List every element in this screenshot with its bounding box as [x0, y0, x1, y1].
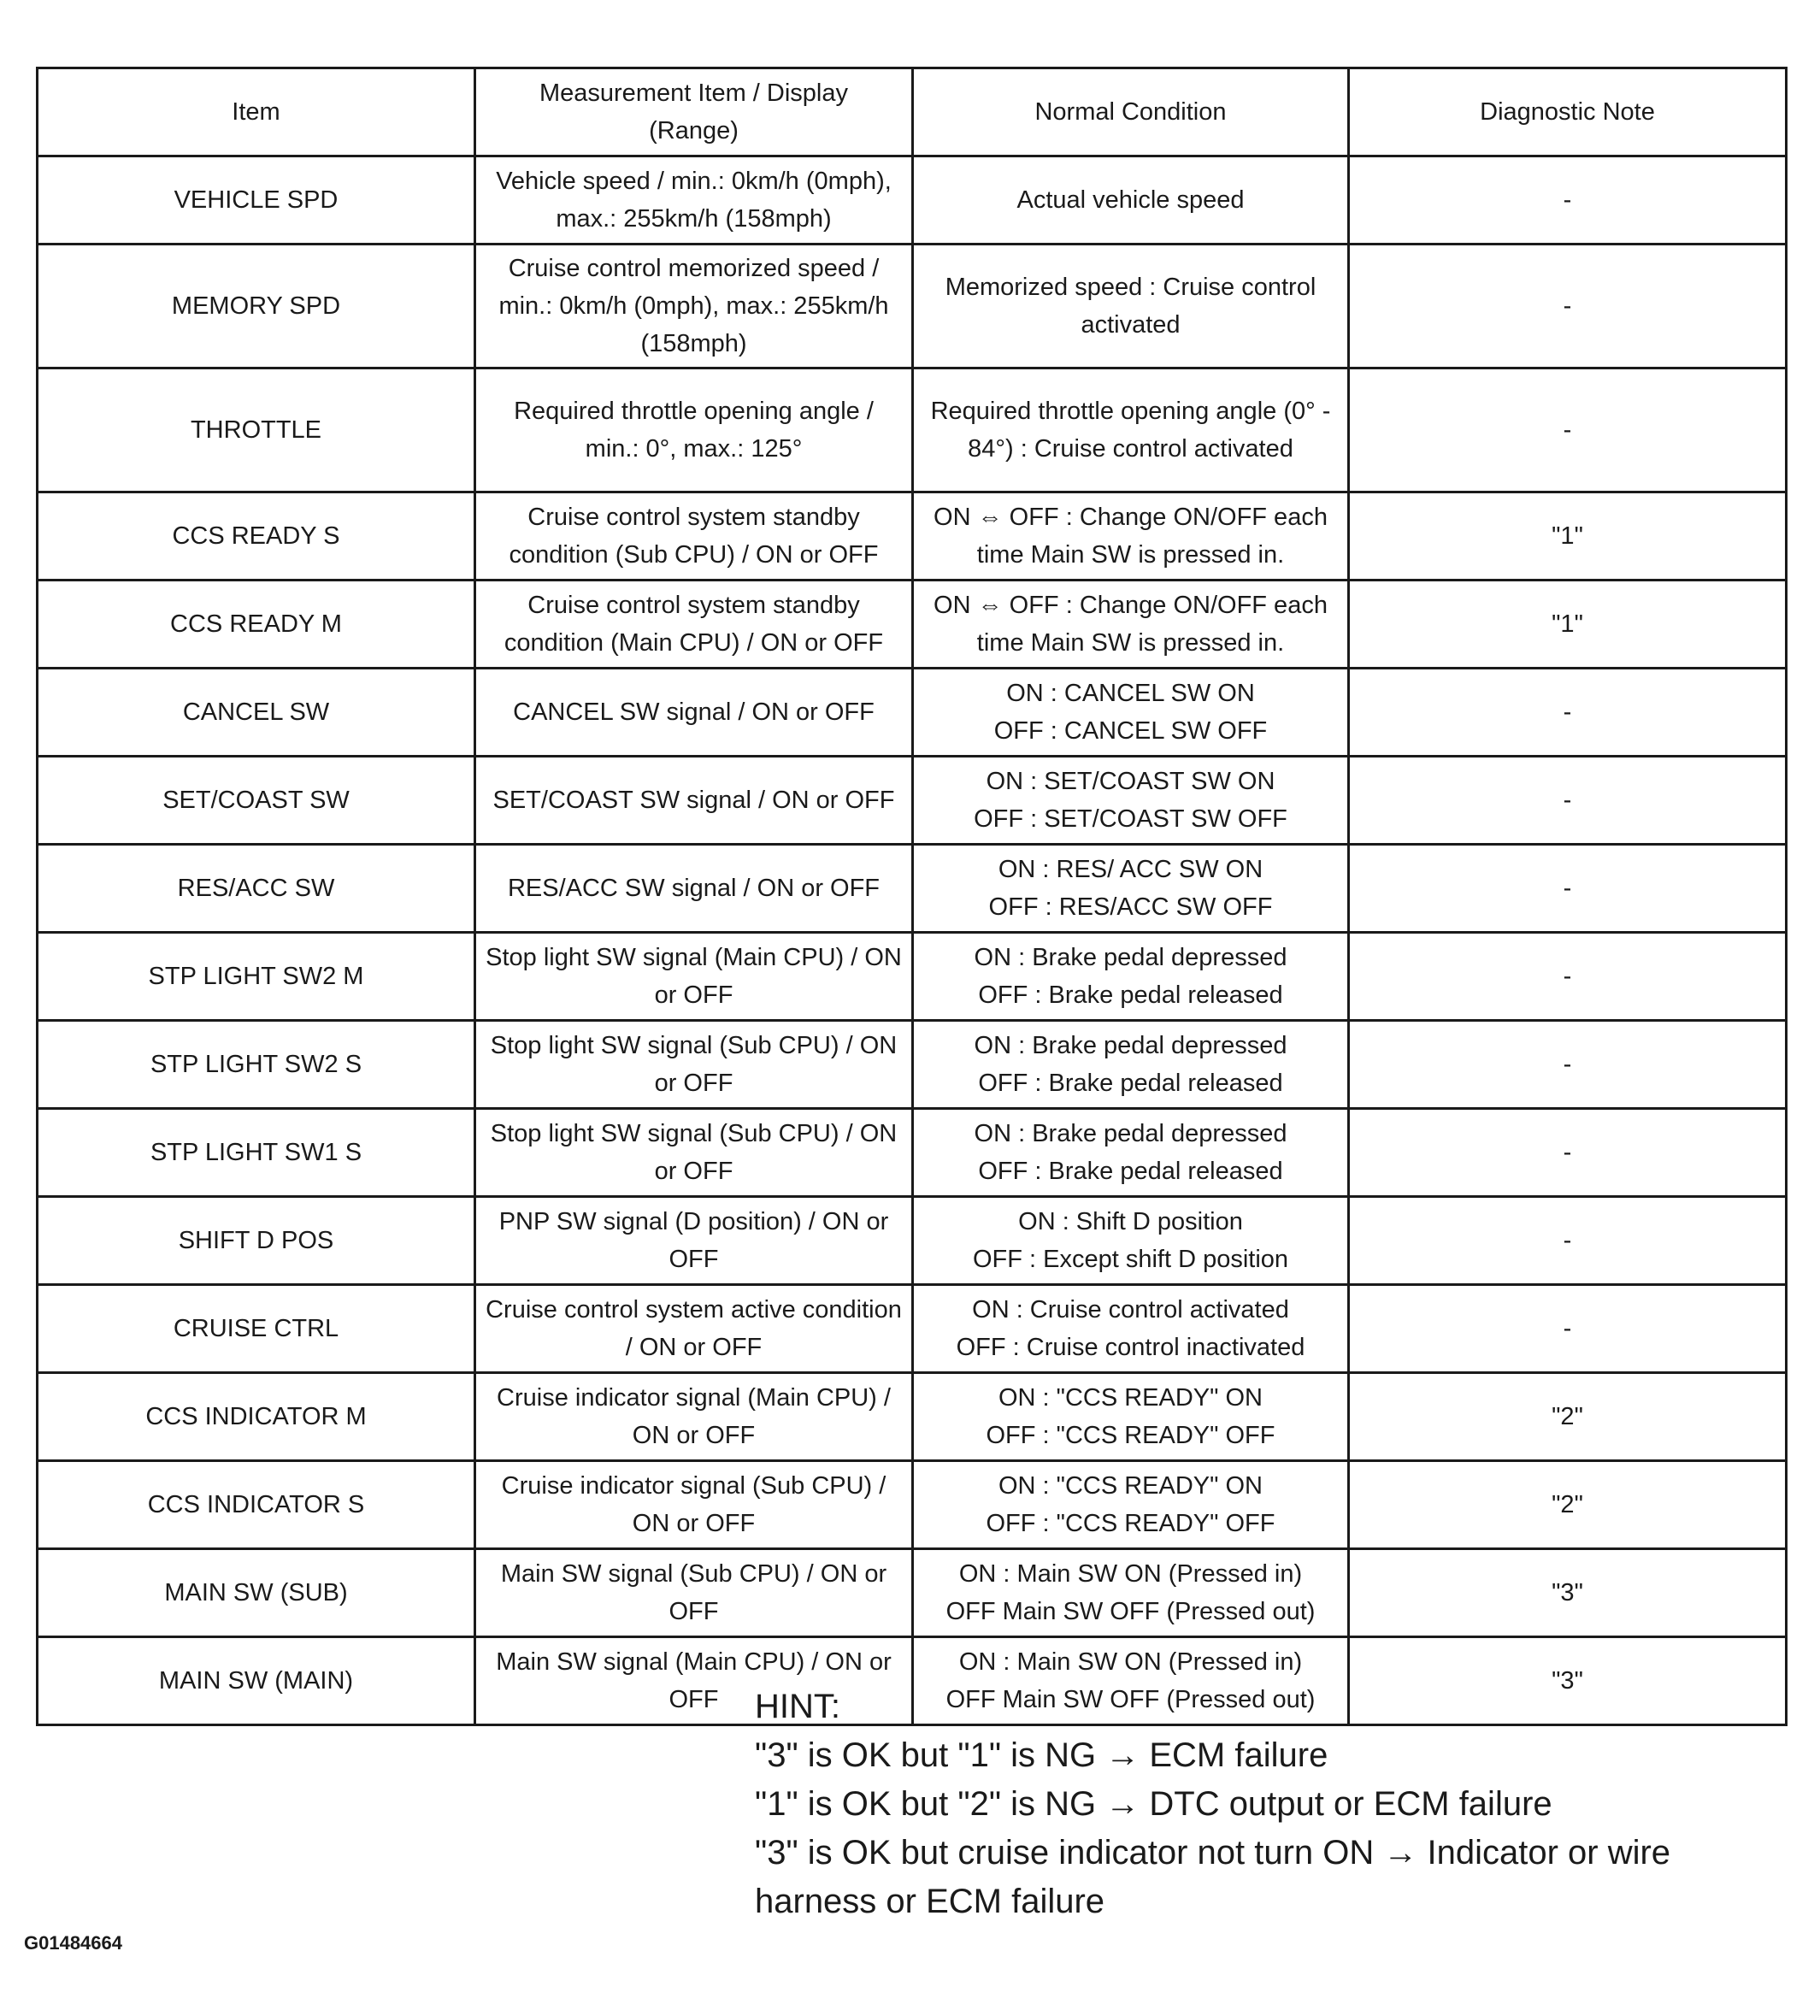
cell-item: STP LIGHT SW2 M [38, 933, 475, 1021]
hint-line: "3" is OK but "1" is NG → ECM failure [755, 1736, 1328, 1774]
diagnostic-data-table [36, 67, 1788, 1726]
cell-item: SET/COAST SW [38, 757, 475, 845]
cell-item: STP LIGHT SW2 S [38, 1021, 475, 1109]
cell-item: CCS INDICATOR M [38, 1373, 475, 1461]
cell-measurement: Stop light SW signal (Main CPU) / ON or OFF [475, 933, 913, 1021]
cell-measurement: Cruise control memorized speed / min.: 0km/h (0mph), max.: 255km/h (158mph) [475, 245, 913, 368]
cell-normal-condition: ON : "CCS READY" ON OFF : "CCS READY" OFF [913, 1373, 1349, 1461]
cell-normal-condition: ON : Brake pedal depressed OFF : Brake pedal released [913, 1021, 1349, 1109]
cell-normal-condition: ON : Shift D position OFF : Except shift D position [913, 1197, 1349, 1285]
cell-measurement: RES/ACC SW signal / ON or OFF [475, 845, 913, 933]
cell-normal-condition: Required throttle opening angle (0° - 84°) : Cruise control activated [913, 368, 1349, 492]
cell-diagnostic-note: - [1349, 368, 1787, 492]
cell-measurement: Stop light SW signal (Sub CPU) / ON or OFF [475, 1109, 913, 1197]
cell-item: CCS INDICATOR S [38, 1461, 475, 1549]
table-row [38, 845, 1787, 933]
cell-item: RES/ACC SW [38, 845, 475, 933]
cell-item: STP LIGHT SW1 S [38, 1109, 475, 1197]
cell-diagnostic-note: "1" [1349, 492, 1787, 581]
table-header-row [38, 68, 1787, 156]
cell-item: THROTTLE [38, 368, 475, 492]
cell-diagnostic-note: - [1349, 1197, 1787, 1285]
cell-measurement: Cruise control system standby condition (Sub CPU) / ON or OFF [475, 492, 913, 581]
cell-normal-condition: ON ⇔ OFF : Change ON/OFF each time Main SW is pressed in. [913, 581, 1349, 669]
header-diagnostic-note: Diagnostic Note [1349, 68, 1787, 156]
table-row [38, 1373, 1787, 1461]
cell-item: MAIN SW (SUB) [38, 1549, 475, 1637]
cell-diagnostic-note: - [1349, 757, 1787, 845]
cell-normal-condition: ON : SET/COAST SW ON OFF : SET/COAST SW OFF [913, 757, 1349, 845]
cell-measurement: Cruise indicator signal (Sub CPU) / ON or OFF [475, 1461, 913, 1549]
cell-diagnostic-note: - [1349, 1285, 1787, 1373]
cell-measurement: CANCEL SW signal / ON or OFF [475, 669, 913, 757]
table-row [38, 1197, 1787, 1285]
cell-item: MAIN SW (MAIN) [38, 1637, 475, 1725]
cell-diagnostic-note: - [1349, 156, 1787, 245]
hint-line: "3" is OK but cruise indicator not turn ON → Indicator or wire harness or ECM failure [755, 1834, 1671, 1920]
table-row [38, 1461, 1787, 1549]
cell-normal-condition: Actual vehicle speed [913, 156, 1349, 245]
table-row [38, 1109, 1787, 1197]
cell-measurement: PNP SW signal (D position) / ON or OFF [475, 1197, 913, 1285]
table-row [38, 757, 1787, 845]
table-row [38, 368, 1787, 492]
cell-diagnostic-note: - [1349, 245, 1787, 368]
cell-normal-condition: ON : Main SW ON (Pressed in) OFF Main SW OFF (Pressed out) [913, 1637, 1349, 1725]
cell-measurement: Cruise control system standby condition (Main CPU) / ON or OFF [475, 581, 913, 669]
cell-item: SHIFT D POS [38, 1197, 475, 1285]
cell-normal-condition: ON : "CCS READY" ON OFF : "CCS READY" OFF [913, 1461, 1349, 1549]
cell-measurement: Stop light SW signal (Sub CPU) / ON or OFF [475, 1021, 913, 1109]
header-normal-condition: Normal Condition [913, 68, 1349, 156]
cell-normal-condition: ON : Main SW ON (Pressed in) OFF Main SW OFF (Pressed out) [913, 1549, 1349, 1637]
cell-measurement: Required throttle opening angle / min.: 0°, max.: 125° [475, 368, 913, 492]
cell-item: MEMORY SPD [38, 245, 475, 368]
cell-normal-condition: ON : CANCEL SW ON OFF : CANCEL SW OFF [913, 669, 1349, 757]
table-row [38, 156, 1787, 245]
cell-normal-condition: ON : Cruise control activated OFF : Cruise control inactivated [913, 1285, 1349, 1373]
hint-line: "1" is OK but "2" is NG → DTC output or ECM failure [755, 1785, 1552, 1823]
cell-diagnostic-note: - [1349, 933, 1787, 1021]
cell-normal-condition: ON : Brake pedal depressed OFF : Brake pedal released [913, 933, 1349, 1021]
table-row [38, 1285, 1787, 1373]
header-item: Item [38, 68, 475, 156]
cell-measurement: Main SW signal (Sub CPU) / ON or OFF [475, 1549, 913, 1637]
table-row [38, 933, 1787, 1021]
cell-measurement: Vehicle speed / min.: 0km/h (0mph), max.: 255km/h (158mph) [475, 156, 913, 245]
cell-diagnostic-note: "3" [1349, 1637, 1787, 1725]
table-row [38, 669, 1787, 757]
hint-title: HINT: [755, 1688, 840, 1725]
cell-diagnostic-note: "1" [1349, 581, 1787, 669]
table-row [38, 1549, 1787, 1637]
cell-diagnostic-note: - [1349, 1109, 1787, 1197]
table-row [38, 581, 1787, 669]
cell-normal-condition: ON : RES/ ACC SW ON OFF : RES/ACC SW OFF [913, 845, 1349, 933]
cell-diagnostic-note: "3" [1349, 1549, 1787, 1637]
cell-diagnostic-note: - [1349, 1021, 1787, 1109]
cell-diagnostic-note: "2" [1349, 1461, 1787, 1549]
cell-measurement: Cruise control system active condition / ON or OFF [475, 1285, 913, 1373]
cell-diagnostic-note: "2" [1349, 1373, 1787, 1461]
cell-diagnostic-note: - [1349, 845, 1787, 933]
cell-normal-condition: ON : Brake pedal depressed OFF : Brake pedal released [913, 1109, 1349, 1197]
cell-measurement: Main SW signal (Main CPU) / ON or OFF [475, 1637, 913, 1725]
cell-item: CANCEL SW [38, 669, 475, 757]
cell-measurement: SET/COAST SW signal / ON or OFF [475, 757, 913, 845]
cell-item: CRUISE CTRL [38, 1285, 475, 1373]
cell-item: CCS READY M [38, 581, 475, 669]
cell-measurement: Cruise indicator signal (Main CPU) / ON or OFF [475, 1373, 913, 1461]
table-row [38, 1021, 1787, 1109]
cell-normal-condition: Memorized speed : Cruise control activated [913, 245, 1349, 368]
cell-diagnostic-note: - [1349, 669, 1787, 757]
cell-item: VEHICLE SPD [38, 156, 475, 245]
cell-item: CCS READY S [38, 492, 475, 581]
hint-block [755, 1683, 1789, 1926]
table-row [38, 245, 1787, 368]
header-measurement: Measurement Item / Display (Range) [475, 68, 913, 156]
table-row [38, 492, 1787, 581]
figure-id: G01484664 [24, 1932, 122, 1954]
cell-normal-condition: ON ⇔ OFF : Change ON/OFF each time Main SW is pressed in. [913, 492, 1349, 581]
